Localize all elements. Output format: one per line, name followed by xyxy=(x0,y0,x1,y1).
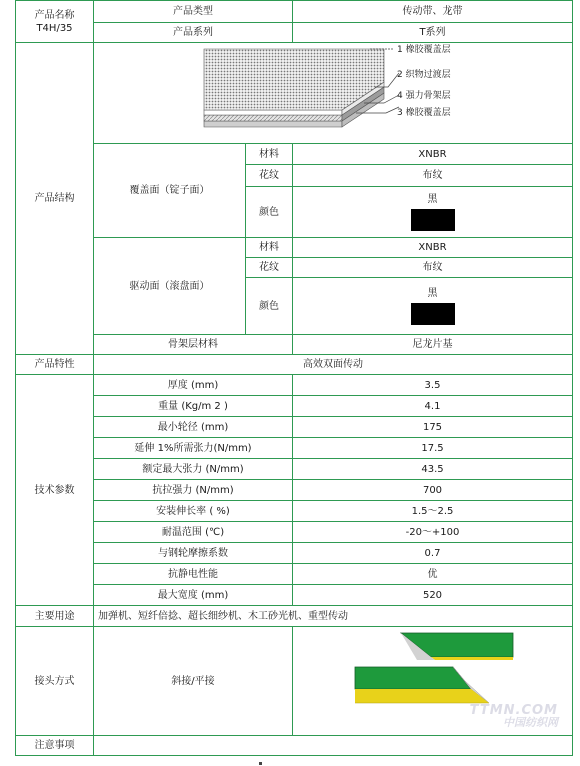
tech-param-row xyxy=(16,459,573,480)
tech-params-body xyxy=(16,375,573,606)
cover-color-swatch xyxy=(411,209,455,231)
layer-label-3: 3 橡胶覆盖层 xyxy=(397,108,451,118)
skeleton-row xyxy=(16,335,573,355)
feature-row xyxy=(16,355,573,375)
cover-color-value: 黑 xyxy=(427,194,438,205)
usage-label: 主要用途 xyxy=(16,606,94,627)
cover-material-value: XNBR xyxy=(293,144,573,165)
layer-4-front xyxy=(204,115,342,121)
usage-row xyxy=(16,606,573,627)
drive-pattern-label: 花纹 xyxy=(246,258,293,278)
joint-diagram-cell xyxy=(293,627,573,736)
tech-param-name: 重量 (Kg/m 2 ) xyxy=(94,396,293,417)
cover-pattern-label: 花纹 xyxy=(246,165,293,187)
tech-param-value: 700 xyxy=(293,480,573,501)
tech-param-value: 3.5 xyxy=(293,375,573,396)
joint-lower-yellow xyxy=(355,689,489,703)
tech-param-row xyxy=(16,564,573,585)
tech-param-name: 安装伸长率 ( %) xyxy=(94,501,293,522)
tech-param-value: 520 xyxy=(293,585,573,606)
layer-label-2: 2 织物过渡层 xyxy=(397,70,451,80)
structure-label: 产品结构 xyxy=(16,43,94,355)
product-name-cell xyxy=(16,1,94,43)
tech-param-value: 优 xyxy=(293,564,573,585)
drive-material-row xyxy=(16,238,573,258)
series-row xyxy=(16,23,573,43)
tech-param-value: 0.7 xyxy=(293,543,573,564)
tech-param-row xyxy=(16,522,573,543)
drive-color-swatch xyxy=(411,303,455,325)
tech-param-name: 抗静电性能 xyxy=(94,564,293,585)
tech-param-value: 17.5 xyxy=(293,438,573,459)
layer-2-front xyxy=(204,110,342,115)
structure-row xyxy=(16,43,573,144)
cover-face-label: 覆盖面（锭子面） xyxy=(94,144,246,238)
tech-param-name: 最大宽度 (mm) xyxy=(94,585,293,606)
tech-param-name: 延伸 1%所需张力(N/mm) xyxy=(94,438,293,459)
drive-face-label: 驱动面（滚盘面） xyxy=(94,238,246,335)
cover-pattern-value: 布纹 xyxy=(293,165,573,187)
watermark xyxy=(470,705,558,729)
joint-upper-yellow xyxy=(431,657,513,660)
product-name-label: 产品名称 xyxy=(34,9,75,21)
tech-params-label: 技术参数 xyxy=(16,375,94,606)
product-series-value: T系列 xyxy=(293,23,573,43)
product-series-label: 产品系列 xyxy=(94,23,293,43)
tech-param-name: 最小轮径 (mm) xyxy=(94,417,293,438)
tech-param-row xyxy=(16,585,573,606)
tech-param-name: 耐温范围 (℃) xyxy=(94,522,293,543)
joint-row xyxy=(16,627,573,736)
drive-material-label: 材料 xyxy=(246,238,293,258)
layer-label-4: 4 强力骨架层 xyxy=(397,91,451,101)
spec-sheet xyxy=(15,0,573,756)
spec-table xyxy=(15,0,573,756)
watermark-line2: 中国纺织网 xyxy=(503,716,558,729)
drive-color-cell xyxy=(293,278,573,335)
tech-param-name: 额定最大张力 (N/mm) xyxy=(94,459,293,480)
drive-color-value: 黑 xyxy=(427,288,438,299)
tech-param-row xyxy=(16,501,573,522)
tech-param-row xyxy=(16,396,573,417)
tech-param-name: 厚度 (mm) xyxy=(94,375,293,396)
header-row xyxy=(16,1,573,23)
joint-label: 接头方式 xyxy=(16,627,94,736)
cover-material-label: 材料 xyxy=(246,144,293,165)
notes-value xyxy=(94,736,573,756)
tech-param-value: 4.1 xyxy=(293,396,573,417)
drive-color-label: 颜色 xyxy=(246,278,293,335)
product-name-value: T4H/35 xyxy=(36,22,73,34)
notes-label: 注意事项 xyxy=(16,736,94,756)
usage-value: 加弹机、短纤倍捻、超长细纱机、木工砂光机、重型传动 xyxy=(94,606,573,627)
cover-material-row xyxy=(16,144,573,165)
joint-value: 斜接/平接 xyxy=(94,627,293,736)
watermark-line1: TTMN.COM xyxy=(469,703,558,718)
cover-color-label: 颜色 xyxy=(246,187,293,238)
layer-label-1: 1 橡胶覆盖层 xyxy=(397,45,451,55)
layer-3-front xyxy=(204,121,342,127)
skeleton-value: 尼龙片基 xyxy=(293,335,573,355)
tech-param-row xyxy=(16,438,573,459)
tech-param-row xyxy=(16,417,573,438)
drive-material-value: XNBR xyxy=(293,238,573,258)
tech-param-row xyxy=(16,480,573,501)
feature-value: 高效双面传动 xyxy=(94,355,573,375)
cover-color-cell xyxy=(293,187,573,238)
tech-param-name: 与钢轮摩擦系数 xyxy=(94,543,293,564)
tech-param-value: 43.5 xyxy=(293,459,573,480)
belt-layer-diagram xyxy=(94,43,571,143)
structure-diagram-cell xyxy=(94,43,573,144)
skeleton-label: 骨架层材料 xyxy=(94,335,293,355)
notes-row xyxy=(16,736,573,756)
tech-param-value: 1.5～2.5 xyxy=(293,501,573,522)
tech-param-name: 抗拉强力 (N/mm) xyxy=(94,480,293,501)
drive-pattern-value: 布纹 xyxy=(293,258,573,278)
product-type-label: 产品类型 xyxy=(94,1,293,23)
joint-lower-green xyxy=(355,667,471,689)
tech-param-row xyxy=(16,543,573,564)
footer-mark xyxy=(259,762,262,765)
product-type-value: 传动带、龙带 xyxy=(293,1,573,23)
tech-param-row xyxy=(16,375,573,396)
tech-param-value: 175 xyxy=(293,417,573,438)
feature-label: 产品特性 xyxy=(16,355,94,375)
tech-param-value: -20～+100 xyxy=(293,522,573,543)
